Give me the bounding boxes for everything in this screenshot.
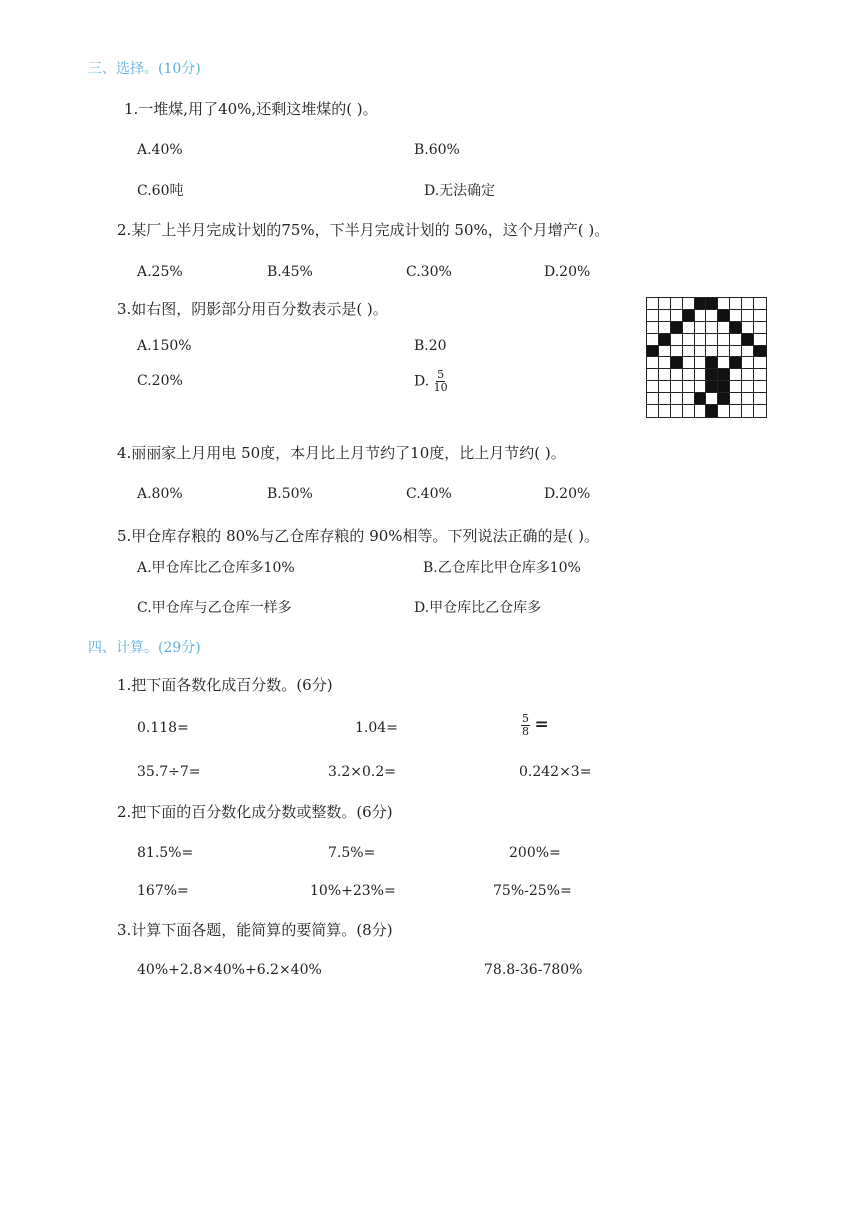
q1-option-a: A.40% xyxy=(137,142,183,158)
grid-cell-shaded xyxy=(671,357,683,369)
grid-cell xyxy=(695,310,707,322)
q3-option-d-fraction xyxy=(434,369,448,394)
grid-cell xyxy=(647,357,659,369)
q5-option-d: D.甲仓库比乙仓库多 xyxy=(414,600,542,616)
grid-cell xyxy=(647,298,659,310)
grid-cell-shaded xyxy=(671,322,683,334)
grid-cell xyxy=(683,298,695,310)
grid-cell xyxy=(659,393,671,405)
q4-option-a: A.80% xyxy=(137,486,183,502)
grid-cell-shaded xyxy=(659,334,671,346)
grid-cell-shaded xyxy=(730,357,742,369)
q2-option-a: A.25% xyxy=(137,264,183,280)
grid-cell xyxy=(671,310,683,322)
grid-cell xyxy=(659,322,671,334)
grid-cell-shaded xyxy=(742,334,754,346)
grid-cell xyxy=(695,357,707,369)
grid-cell-shaded xyxy=(718,369,730,381)
grid-cell xyxy=(742,322,754,334)
grid-cell xyxy=(683,381,695,393)
grid-cell xyxy=(742,393,754,405)
grid-cell xyxy=(647,310,659,322)
grid-cell xyxy=(730,346,742,358)
grid-cell xyxy=(695,369,707,381)
grid-cell xyxy=(671,369,683,381)
grid-cell-shaded xyxy=(754,346,766,358)
grid-cell xyxy=(659,357,671,369)
calc-1-item-6: 0.242×3= xyxy=(519,764,592,780)
grid-cell xyxy=(647,322,659,334)
grid-cell xyxy=(683,322,695,334)
grid-cell-shaded xyxy=(730,322,742,334)
grid-cell xyxy=(659,298,671,310)
calc-question-1-stem: 1.把下面各数化成百分数。(6分) xyxy=(117,676,333,694)
q4-option-c: C.40% xyxy=(406,486,452,502)
grid-cell xyxy=(718,322,730,334)
calc-2-item-2: 7.5%= xyxy=(328,845,376,861)
calc-1-item-4: 35.7÷7= xyxy=(137,764,201,780)
grid-cell xyxy=(683,334,695,346)
q3-option-d-label: D. xyxy=(414,373,430,390)
grid-cell-shaded xyxy=(647,346,659,358)
grid-cell xyxy=(730,393,742,405)
grid-cell xyxy=(683,405,695,417)
grid-cell xyxy=(730,334,742,346)
grid-cell xyxy=(742,369,754,381)
grid-cell xyxy=(671,298,683,310)
grid-cell xyxy=(706,334,718,346)
grid-cell xyxy=(647,334,659,346)
grid-cell xyxy=(683,393,695,405)
calc-2-item-5: 10%+23%= xyxy=(310,883,396,899)
grid-cell xyxy=(706,393,718,405)
grid-cell xyxy=(706,310,718,322)
q5-option-b: B.乙仓库比甲仓库多10% xyxy=(423,560,581,576)
grid-cell xyxy=(695,381,707,393)
calc-question-3-stem: 3.计算下面各题，能简算的要简算。(8分) xyxy=(117,921,393,939)
grid-cell xyxy=(706,322,718,334)
grid-cell xyxy=(754,310,766,322)
grid-cell xyxy=(742,405,754,417)
grid-cell xyxy=(659,381,671,393)
q3-option-b: B.20 xyxy=(414,338,447,354)
grid-cell xyxy=(718,357,730,369)
question-5-stem: 5.甲仓库存粮的 80%与乙仓库存粮的 90%相等。下列说法正确的是( )。 xyxy=(117,527,600,545)
grid-cell xyxy=(730,310,742,322)
grid-cell xyxy=(754,298,766,310)
fraction-denominator: 10 xyxy=(433,381,448,395)
grid-cell xyxy=(683,369,695,381)
grid-cell xyxy=(742,381,754,393)
fraction-denominator: 8 xyxy=(522,725,529,739)
q4-option-d: D.20% xyxy=(544,486,591,502)
question-4-stem: 4.丽丽家上月用电 50度，本月比上月节约了10度，比上月节约( )。 xyxy=(117,444,566,462)
q1-option-b: B.60% xyxy=(414,142,460,158)
shaded-grid-figure xyxy=(646,297,767,418)
grid-cell xyxy=(671,381,683,393)
grid-cell xyxy=(647,405,659,417)
grid-cell xyxy=(718,334,730,346)
grid-cell xyxy=(754,322,766,334)
grid-cell-shaded xyxy=(718,393,730,405)
q2-option-c: C.30% xyxy=(406,264,452,280)
grid-cell xyxy=(671,334,683,346)
grid-cell-shaded xyxy=(718,310,730,322)
grid-cell xyxy=(659,310,671,322)
grid-cell-shaded xyxy=(695,298,707,310)
grid-cell-shaded xyxy=(695,393,707,405)
q4-option-b: B.50% xyxy=(267,486,313,502)
fraction-numerator: 5 xyxy=(522,712,529,725)
grid-cell-shaded xyxy=(706,357,718,369)
grid-cell xyxy=(754,381,766,393)
grid-cell xyxy=(754,357,766,369)
grid-cell-shaded xyxy=(706,298,718,310)
grid-cell xyxy=(695,334,707,346)
q5-option-a: A.甲仓库比乙仓库多10% xyxy=(137,560,295,576)
calc-3-item-1: 40%+2.8×40%+6.2×40% xyxy=(137,962,322,978)
grid-cell xyxy=(647,381,659,393)
calc-2-item-3: 200%= xyxy=(509,845,561,861)
grid-cell xyxy=(754,393,766,405)
grid-cell xyxy=(742,298,754,310)
grid-cell-shaded xyxy=(706,405,718,417)
calc-question-2-stem: 2.把下面的百分数化成分数或整数。(6分) xyxy=(117,803,393,821)
grid-cell xyxy=(659,405,671,417)
q1-option-c: C.60吨 xyxy=(137,183,184,199)
grid-cell xyxy=(754,405,766,417)
grid-cell xyxy=(706,346,718,358)
grid-cell xyxy=(754,334,766,346)
calc-1-fraction xyxy=(521,713,530,738)
grid-cell xyxy=(754,369,766,381)
q3-option-a: A.150% xyxy=(137,338,192,354)
calc-2-item-4: 167%= xyxy=(137,883,189,899)
q3-option-d xyxy=(414,369,448,394)
calc-2-item-1: 81.5%= xyxy=(137,845,194,861)
grid-cell xyxy=(647,369,659,381)
grid-cell-shaded xyxy=(718,381,730,393)
grid-cell xyxy=(695,322,707,334)
grid-cell xyxy=(695,346,707,358)
question-2-stem: 2.某厂上半月完成计划的75%，下半月完成计划的 50%，这个月增产( )。 xyxy=(117,221,610,239)
fraction-numerator: 5 xyxy=(437,368,445,381)
grid-cell xyxy=(742,310,754,322)
grid-cell xyxy=(742,346,754,358)
q1-option-d: D.无法确定 xyxy=(424,183,496,199)
calc-1-item-1: 0.118= xyxy=(137,720,189,736)
calc-1-item-3 xyxy=(521,713,549,738)
grid-cell xyxy=(659,346,671,358)
grid-cell xyxy=(718,298,730,310)
grid-cell xyxy=(718,346,730,358)
grid-cell-shaded xyxy=(706,369,718,381)
grid-cell xyxy=(695,405,707,417)
section-3-title: 三、选择。(10分) xyxy=(88,61,201,77)
q5-option-c: C.甲仓库与乙仓库一样多 xyxy=(137,600,292,616)
grid-cell-shaded xyxy=(683,310,695,322)
calc-2-item-6: 75%-25%= xyxy=(493,883,572,899)
question-3-stem: 3.如右图，阴影部分用百分数表示是( )。 xyxy=(117,300,388,318)
grid-cell xyxy=(671,346,683,358)
grid-cell xyxy=(730,405,742,417)
grid-cell xyxy=(659,369,671,381)
q2-option-b: B.45% xyxy=(267,264,313,280)
grid-cell xyxy=(671,393,683,405)
calc-3-item-2: 78.8-36-780% xyxy=(484,962,583,978)
q3-option-c: C.20% xyxy=(137,373,183,389)
grid-cell xyxy=(683,346,695,358)
grid-cell xyxy=(647,393,659,405)
equals-sign: = xyxy=(534,714,549,735)
grid-cell-shaded xyxy=(706,381,718,393)
grid-cell xyxy=(742,357,754,369)
question-1-stem: 1.一堆煤,用了40%,还剩这堆煤的( )。 xyxy=(124,100,378,118)
section-4-title: 四、计算。(29分) xyxy=(88,640,201,656)
grid-cell xyxy=(730,369,742,381)
q2-option-d: D.20% xyxy=(544,264,591,280)
calc-1-item-5: 3.2×0.2= xyxy=(328,764,396,780)
grid-cell xyxy=(718,405,730,417)
calc-1-item-2: 1.04= xyxy=(355,720,398,736)
grid-cell xyxy=(730,298,742,310)
grid-cell xyxy=(671,405,683,417)
grid-cell xyxy=(730,381,742,393)
grid-cell xyxy=(683,357,695,369)
